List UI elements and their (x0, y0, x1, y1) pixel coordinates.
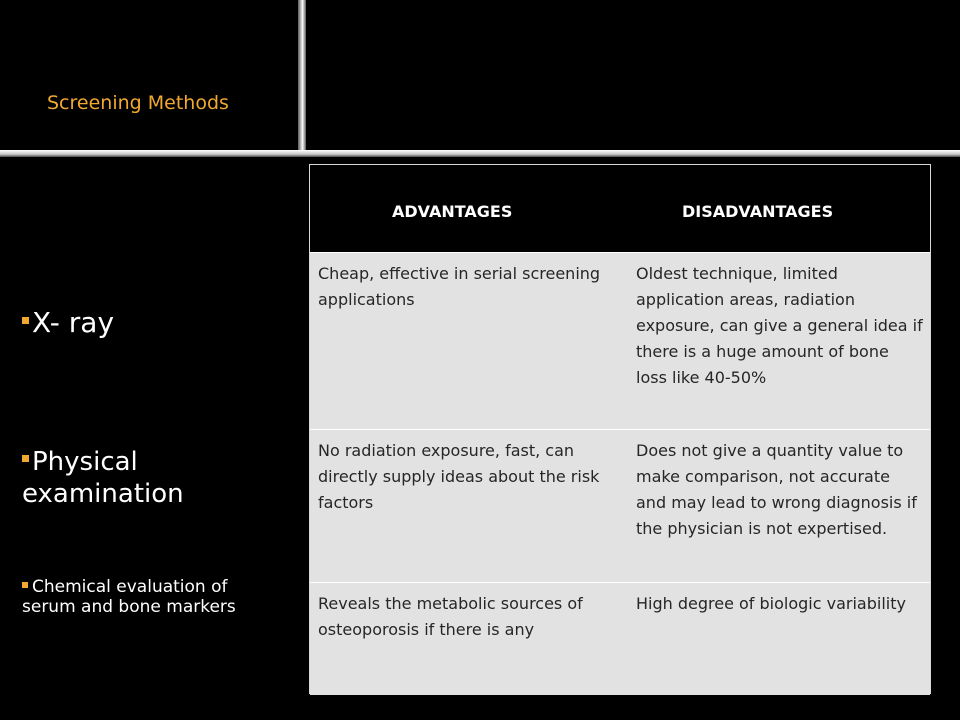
advantages-cell: No radiation exposure, fast, can directly supply ideas about the risk factors (318, 441, 600, 512)
column-header-disadvantages: DISADVANTAGES (682, 202, 834, 221)
method-item-xray (22, 306, 114, 339)
bullet-square-icon (22, 455, 29, 462)
method-label: Physical examination (22, 447, 184, 509)
section-title: Screening Methods (47, 92, 229, 114)
table-row (310, 252, 930, 429)
table-header (310, 165, 930, 252)
method-label: X- ray (32, 306, 115, 339)
advantages-cell: Cheap, effective in serial screening applications (318, 264, 601, 309)
disadvantages-cell: High degree of biologic variability (636, 594, 906, 613)
method-label: Chemical evaluation of serum and bone markers (22, 577, 236, 617)
advantages-cell: Reveals the metabolic sources of osteoporosis if there is any (318, 594, 583, 639)
horizontal-divider (0, 150, 960, 157)
header-right-panel (306, 0, 960, 150)
header-left-panel (0, 0, 298, 150)
vertical-divider (298, 0, 306, 152)
table-row (310, 582, 930, 695)
column-header-advantages: ADVANTAGES (392, 202, 513, 221)
table-row (310, 429, 930, 582)
method-item-chemical-evaluation (22, 577, 272, 617)
disadvantages-cell: Oldest technique, limited application areas, radiation exposure, can give a general idea if there is a huge amount of bone loss like 40-50% (636, 264, 923, 387)
bullet-square-icon (22, 582, 28, 588)
disadvantages-cell: Does not give a quantity value to make comparison, not accurate and may lead to wrong diagnosis if the physician is not expertised. (636, 441, 917, 538)
comparison-table (309, 164, 931, 694)
method-item-physical-examination (22, 446, 262, 510)
bullet-square-icon (22, 317, 29, 324)
